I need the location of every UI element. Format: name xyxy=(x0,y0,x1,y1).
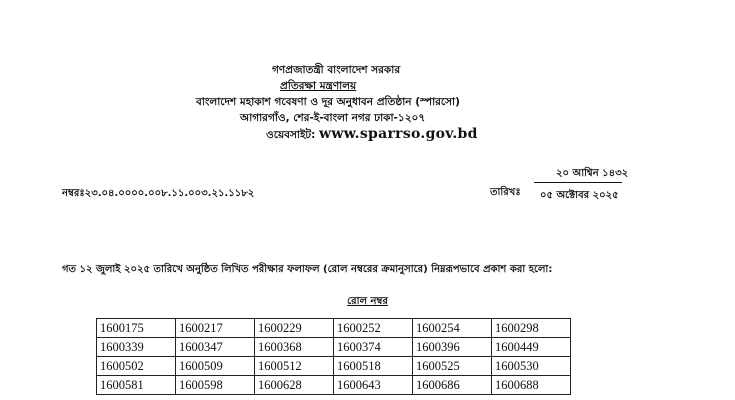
roll-cell: 1600512 xyxy=(255,357,334,376)
roll-cell: 1600581 xyxy=(97,376,176,395)
roll-cell: 1600347 xyxy=(176,338,255,357)
roll-cell: 1600396 xyxy=(413,338,492,357)
roll-cell: 1600688 xyxy=(492,376,571,395)
roll-cell: 1600525 xyxy=(413,357,492,376)
roll-cell: 1600502 xyxy=(97,357,176,376)
roll-cell: 1600175 xyxy=(97,319,176,338)
memo-number xyxy=(62,186,254,203)
address: আগারগাঁও, শের-ই-বাংলা নগর ঢাকা-১২০৭ xyxy=(240,112,426,124)
bangla-date: ২০ আশ্বিন ১৪৩২ xyxy=(556,168,629,179)
website-url: www.sparrso.gov.bd xyxy=(319,126,478,142)
roll-cell: 1600518 xyxy=(334,357,413,376)
government-name: গণপ্রজাতন্ত্রী বাংলাদেশ সরকার xyxy=(272,64,401,76)
date-label: তারিখঃ xyxy=(490,187,521,198)
organization-name: বাংলাদেশ মহাকাশ গবেষণা ও দূর অনুধাবন প্রতিষ্ঠান (স্পারসো) xyxy=(196,96,460,108)
website-label: ওয়েবসাইট: xyxy=(266,129,316,141)
roll-cell: 1600252 xyxy=(334,319,413,338)
date-divider xyxy=(534,182,622,183)
english-date: ০৫ অক্টোবর ২০২৫ xyxy=(540,190,619,201)
roll-cell: 1600643 xyxy=(334,376,413,395)
table-row xyxy=(97,338,571,357)
intro-text: গত ১২ জুলাই ২০২৫ তারিখে অনুষ্ঠিত লিখিত পরীক্ষার ফলাফল (রোল নম্বরের ক্রমানুসারে) নিম্নরূপভাবে প্রকাশ করা হলো: xyxy=(62,264,553,275)
roll-cell: 1600254 xyxy=(413,319,492,338)
roll-cell: 1600628 xyxy=(255,376,334,395)
table-row xyxy=(97,319,571,338)
roll-cell: 1600298 xyxy=(492,319,571,338)
ministry-name: প্রতিরক্ষা মন্ত্রণালয় xyxy=(280,80,357,92)
memo-number-value: ২৩.০৪.০০০০.০০৮.১১.০০৩.২১.১১৮২ xyxy=(84,188,255,199)
roll-cell: 1600449 xyxy=(492,338,571,357)
letterhead xyxy=(196,62,576,143)
roll-cell: 1600598 xyxy=(176,376,255,395)
roll-cell: 1600530 xyxy=(492,357,571,376)
website-line xyxy=(196,126,576,143)
roll-cell: 1600509 xyxy=(176,357,255,376)
table-row xyxy=(97,376,571,395)
roll-number-table xyxy=(96,318,571,395)
roll-cell: 1600368 xyxy=(255,338,334,357)
table-title: রোল নম্বর xyxy=(347,296,388,307)
roll-cell: 1600374 xyxy=(334,338,413,357)
roll-cell: 1600217 xyxy=(176,319,255,338)
roll-cell: 1600339 xyxy=(97,338,176,357)
table-row xyxy=(97,357,571,376)
roll-cell: 1600229 xyxy=(255,319,334,338)
memo-number-label: নম্বরঃ xyxy=(62,188,85,199)
roll-cell: 1600686 xyxy=(413,376,492,395)
date-block xyxy=(490,164,630,206)
